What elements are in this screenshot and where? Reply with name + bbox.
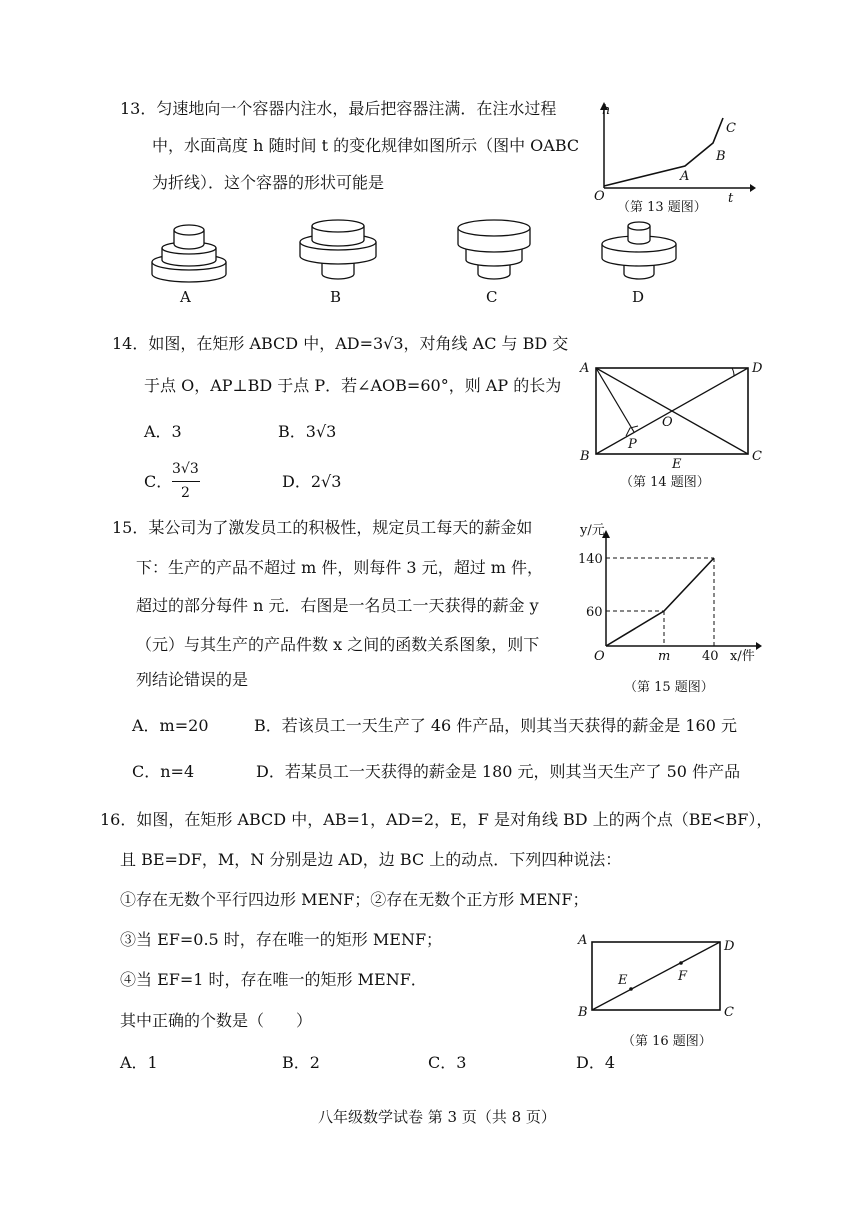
q14-point-b: B (580, 449, 590, 464)
q13-option-c: C (486, 288, 498, 306)
q13-option-c-container (454, 218, 534, 284)
q13-option-a-container (148, 218, 230, 284)
q13-option-d: D (632, 288, 645, 306)
q13-line2: 中，水面高度 h 随时间 t 的变化规律如图所示（图中 OABC (152, 136, 580, 155)
q14-line2: 于点 O，AP⊥BD 于点 P．若∠AOB=60°，则 AP 的长为 (144, 376, 562, 395)
q16-option-b: B．2 (282, 1053, 320, 1072)
q13-option-b-container (296, 218, 380, 284)
q16-line1: 16．如图，在矩形 ABCD 中，AB=1，AD=2，E，F 是对角线 BD 上的两个点（BE<BF）， (100, 810, 773, 829)
q16-point-a: A (578, 933, 588, 948)
q16-caption: （第 16 题图） (622, 1034, 712, 1049)
q15-option-b: B．若该员工一天生产了 46 件产品，则其当天获得的薪金是 160 元 (254, 716, 738, 735)
q15-option-d: D．若某员工一天获得的薪金是 180 元，则其当天生产了 50 件产品 (256, 762, 741, 781)
q15-line5: 列结论错误的是 (136, 670, 249, 689)
q14-point-d: D (752, 361, 763, 376)
q16-statement-4: ④当 EF=1 时，存在唯一的矩形 MENF． (120, 970, 427, 989)
q13-graph (588, 98, 758, 208)
q15-x-tick-m: m (658, 649, 671, 664)
q15-x-tick-40: 40 (702, 649, 719, 664)
q15-y-tick-140: 140 (578, 552, 603, 567)
q16-statement-3: ③当 EF=0.5 时，存在唯一的矩形 MENF； (120, 930, 443, 949)
q14-point-o: O (662, 415, 673, 430)
q15-y-tick-60: 60 (586, 605, 603, 620)
q15-origin: O (594, 649, 605, 664)
q16-option-d: D．4 (576, 1053, 616, 1072)
q16-rectangle-figure (574, 928, 744, 1024)
q16-option-c: C．3 (428, 1053, 467, 1072)
q13-axis-t: t (728, 191, 734, 206)
q13-option-b: B (330, 288, 342, 306)
q15-option-c: C．n=4 (132, 762, 195, 781)
q14-rectangle-figure (574, 356, 764, 472)
q14-option-d: D．2√3 (282, 472, 342, 491)
q15-line1: 15．某公司为了激发员工的积极性，规定员工每天的薪金如 (112, 518, 533, 537)
q14-option-a: A．3 (144, 422, 182, 441)
q14-point-a: A (580, 361, 590, 376)
q14-option-c-fraction-bar (172, 481, 200, 482)
q16-point-e: E (618, 973, 628, 988)
q13-point-b: B (716, 149, 726, 164)
q13-point-c: C (726, 121, 736, 136)
q16-point-b: B (578, 1005, 588, 1020)
q15-line4: （元）与其生产的产品件数 x 之间的函数关系图象，则下 (136, 635, 540, 654)
q15-caption: （第 15 题图） (624, 680, 714, 695)
q15-line2: 下：生产的产品不超过 m 件，则每件 3 元，超过 m 件， (136, 558, 544, 577)
q13-axis-h: h (602, 103, 611, 118)
q14-option-c-numerator: 3√3 (172, 461, 199, 477)
q16-statement-1-2: ①存在无数个平行四边形 MENF；②存在无数个正方形 MENF； (120, 890, 589, 909)
q14-point-e: E (672, 457, 682, 472)
q15-option-a: A．m=20 (132, 716, 209, 735)
page-footer: 八年级数学试卷 第 3 页（共 8 页） (318, 1108, 556, 1126)
q15-line3: 超过的部分每件 n 元．右图是一名员工一天获得的薪金 y (136, 596, 539, 615)
q16-point-c: C (724, 1005, 734, 1020)
q13-caption: （第 13 题图） (617, 200, 707, 215)
q14-option-c-prefix: C． (144, 472, 173, 491)
q15-x-axis-label: x/件 (730, 649, 755, 664)
q13-line3: 为折线）．这个容器的形状可能是 (152, 173, 385, 192)
q13-point-a: A (680, 169, 690, 184)
q14-point-c: C (752, 449, 762, 464)
q16-option-a: A．1 (120, 1053, 158, 1072)
q16-point-f: F (678, 969, 688, 984)
q14-point-p: P (628, 437, 637, 452)
q13-option-a: A (180, 288, 191, 306)
q15-graph (572, 520, 772, 670)
q16-line2: 且 BE=DF，M，N 分别是边 AD，边 BC 上的动点．下列四种说法： (120, 850, 622, 869)
q16-question: 其中正确的个数是（ ） (120, 1011, 313, 1030)
q13-point-o: O (594, 189, 605, 204)
q14-option-c-denominator: 2 (181, 485, 190, 501)
q16-point-d: D (724, 939, 735, 954)
q14-line1: 14．如图，在矩形 ABCD 中，AD=3√3，对角线 AC 与 BD 交 (112, 334, 569, 353)
q14-option-b: B．3√3 (278, 422, 337, 441)
q14-caption: （第 14 题图） (620, 475, 710, 490)
q13-line1: 13．匀速地向一个容器内注水，最后把容器注满．在注水过程 (120, 99, 557, 118)
q13-option-d-container (598, 218, 680, 284)
q15-y-axis-label: y/元 (580, 523, 605, 538)
